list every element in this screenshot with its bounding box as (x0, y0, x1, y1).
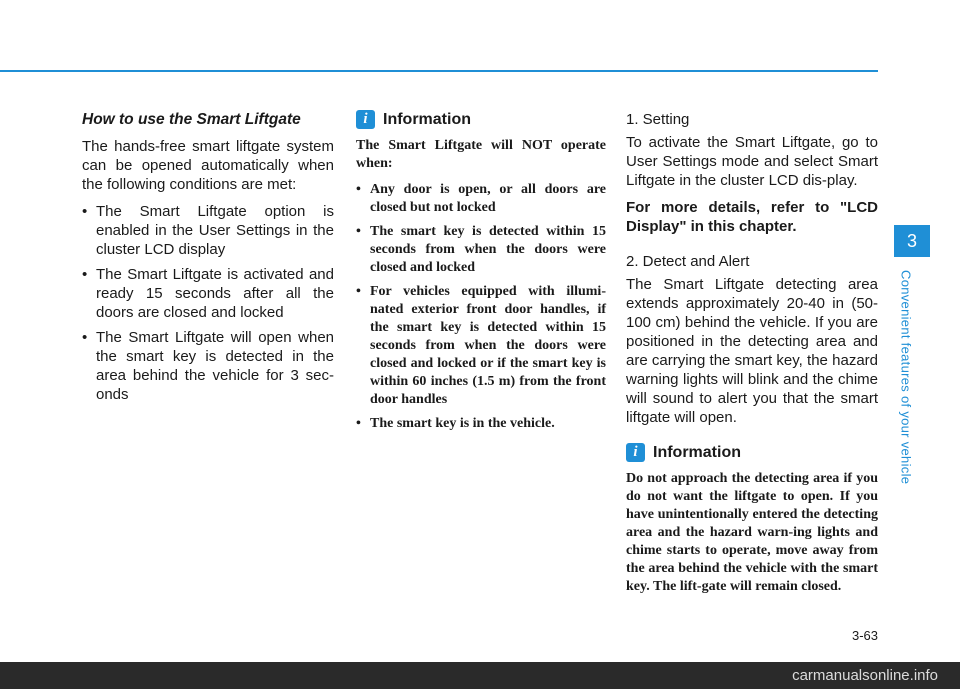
watermark-bar (0, 662, 960, 689)
page-number: 3-63 (851, 628, 878, 643)
setting-paragraph: To activate the Smart Liftgate, go to User Settings mode and select Smart Liftgate in the cluster LCD dis-play. (626, 134, 878, 189)
list-item: • For vehicles equipped with illumi-nated exterior front door handles, if the smart key is detected within 15 seconds from when the doors were closed and locked or if the smart key is within 60 inches (1.5 m) from the front door handles (356, 283, 606, 409)
information-text: Do not approach the detecting area if you do not want the liftgate to open. If you have unintentionally entered the detecting area and the hazard warn-ing lights and chime starts to operate, move away from the area behind the vehicle with the smart key. The lift-gate will remain closed. (626, 471, 878, 594)
information-title: Information (383, 110, 471, 128)
setting-heading: 1. Setting (626, 111, 690, 128)
setting-reference: For more details, refer to "LCD Display" in this chapter. (626, 199, 878, 235)
list-item: • Any door is open, or all doors are closed but not locked (356, 181, 606, 217)
detect-heading: 2. Detect and Alert (626, 253, 750, 270)
left-column (82, 110, 334, 410)
list-item: • The Smart Liftgate option is enabled in the User Settings in the cluster LCD display (82, 202, 334, 259)
list-item: • The smart key is in the vehicle. (356, 415, 606, 433)
information-list (356, 181, 606, 433)
conditions-list (82, 202, 334, 404)
list-item: • The smart key is detected within 15 seconds from when the doors were closed and locked (356, 223, 606, 277)
intro-paragraph: The hands-free smart liftgate system can be opened automatically when the following conditions are met: (82, 138, 334, 193)
information-header (356, 110, 606, 129)
list-item: • The Smart Liftgate will open when the smart key is detected in the area behind the vehicle for 3 sec-onds (82, 328, 334, 404)
header-rule (0, 70, 878, 72)
middle-column (356, 110, 606, 439)
chapter-number-tab: 3 (894, 225, 930, 257)
info-icon: i (626, 443, 645, 462)
info-icon: i (356, 110, 375, 129)
chapter-title: Convenient features of your vehicle (898, 270, 914, 485)
watermark-text: carmanualsonline.info (792, 667, 938, 684)
detect-paragraph: The Smart Liftgate detecting area extends approximately 20-40 in (50-100 cm) behind the vehicle. If you are positioned in the detecting area and are carrying the smart key, the hazard warning lights will blink and the chime will sound to alert you that the smart liftgate will open. (626, 276, 878, 426)
information-header (626, 443, 878, 462)
section-heading: How to use the Smart Liftgate (82, 111, 301, 128)
list-item: • The Smart Liftgate is activated and ready 15 seconds after all the doors are closed and locked (82, 265, 334, 322)
right-column (626, 110, 878, 596)
information-lead: The Smart Liftgate will NOT operate when: (356, 138, 606, 171)
information-title: Information (653, 443, 741, 461)
